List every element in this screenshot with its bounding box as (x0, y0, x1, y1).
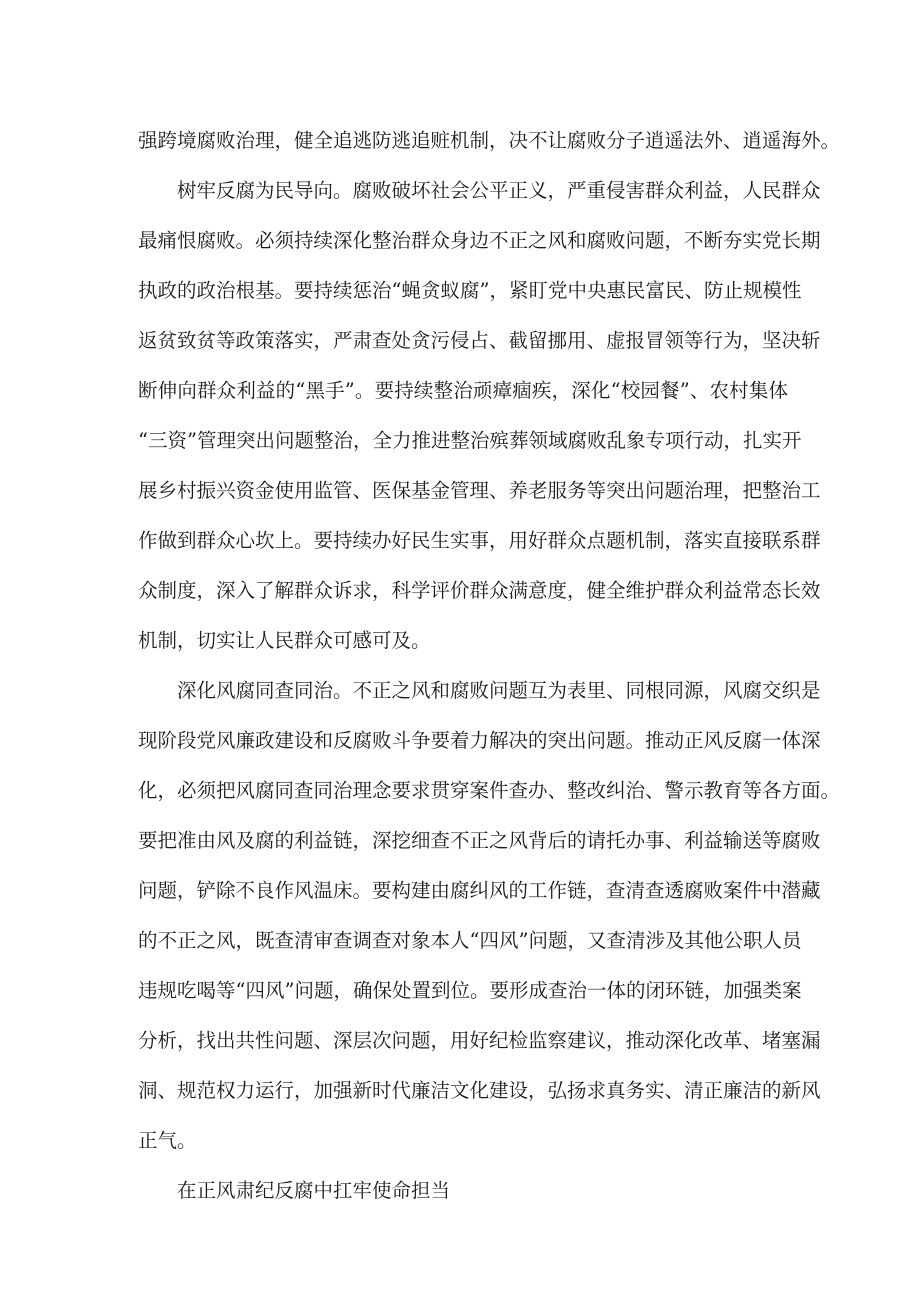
text-line: 正气。 (138, 1129, 197, 1152)
text-line: 断伸向群众利益的“黑手”。要持续整治顽瘴痼疾，深化“校园餐”、农村集体 (138, 379, 788, 402)
text-line: 化，必须把风腐同查同治理念要求贯穿案件查办、整改纠治、警示教育等各方面。 (138, 779, 841, 802)
text-line: 现阶段党风廉政建设和反腐败斗争要着力解决的突出问题。推动正风反腐一体深 (138, 729, 821, 752)
text-line: 机制，切实让人民群众可感可及。 (138, 629, 431, 652)
text-line: 最痛恨腐败。必须持续深化整治群众身边不正之风和腐败问题，不断夯实党长期 (138, 229, 821, 252)
text-line: 问题，铲除不良作风温床。要构建由腐纠风的工作链，查清查透腐败案件中潜藏 (138, 879, 821, 902)
text-line: 要把准由风及腐的利益链，深挖细查不正之风背后的请托办事、利益输送等腐败 (138, 829, 821, 852)
paragraph-heading-line: 树牢反腐为民导向。腐败破坏社会公平正义，严重侵害群众利益，人民群众 (177, 179, 821, 202)
text-line: 展乡村振兴资金使用监管、医保基金管理、养老服务等突出问题治理，把整治工 (138, 479, 821, 502)
paragraph-heading-line: 深化风腐同查同治。不正之风和腐败问题互为表里、同根同源，风腐交织是 (177, 679, 821, 702)
text-line: 洞、规范权力运行，加强新时代廉洁文化建设，弘扬求真务实、清正廉洁的新风 (138, 1079, 821, 1102)
text-line: 的不正之风，既查清审查调查对象本人“四风”问题，又查清涉及其他公职人员 (138, 929, 802, 952)
text-line: 强跨境腐败治理，健全追逃防逃追赃机制，决不让腐败分子逍遥法外、逍遥海外。 (138, 129, 841, 152)
text-line: 众制度，深入了解群众诉求，科学评价群众满意度，健全维护群众利益常态长效 (138, 579, 821, 602)
section-heading: 在正风肃纪反腐中扛牢使命担当 (177, 1179, 451, 1202)
text-line: 作做到群众心坎上。要持续办好民生实事，用好群众点题机制，落实直接联系群 (138, 529, 821, 552)
text-line: “三资”管理突出问题整治，全力推进整治殡葬领域腐败乱象专项行动，扎实开 (138, 429, 802, 452)
text-line: 分析，找出共性问题、深层次问题，用好纪检监察建议，推动深化改革、堵塞漏 (138, 1029, 821, 1052)
text-line: 执政的政治根基。要持续惩治“蝇贪蚁腐”，紧盯党中央惠民富民、防止规模性 (138, 279, 802, 302)
text-line: 返贫致贫等政策落实，严肃查处贪污侵占、截留挪用、虚报冒领等行为，坚决斩 (138, 329, 821, 352)
text-line: 违规吃喝等“四风”问题，确保处置到位。要形成查治一体的闭环链，加强类案 (138, 979, 802, 1002)
